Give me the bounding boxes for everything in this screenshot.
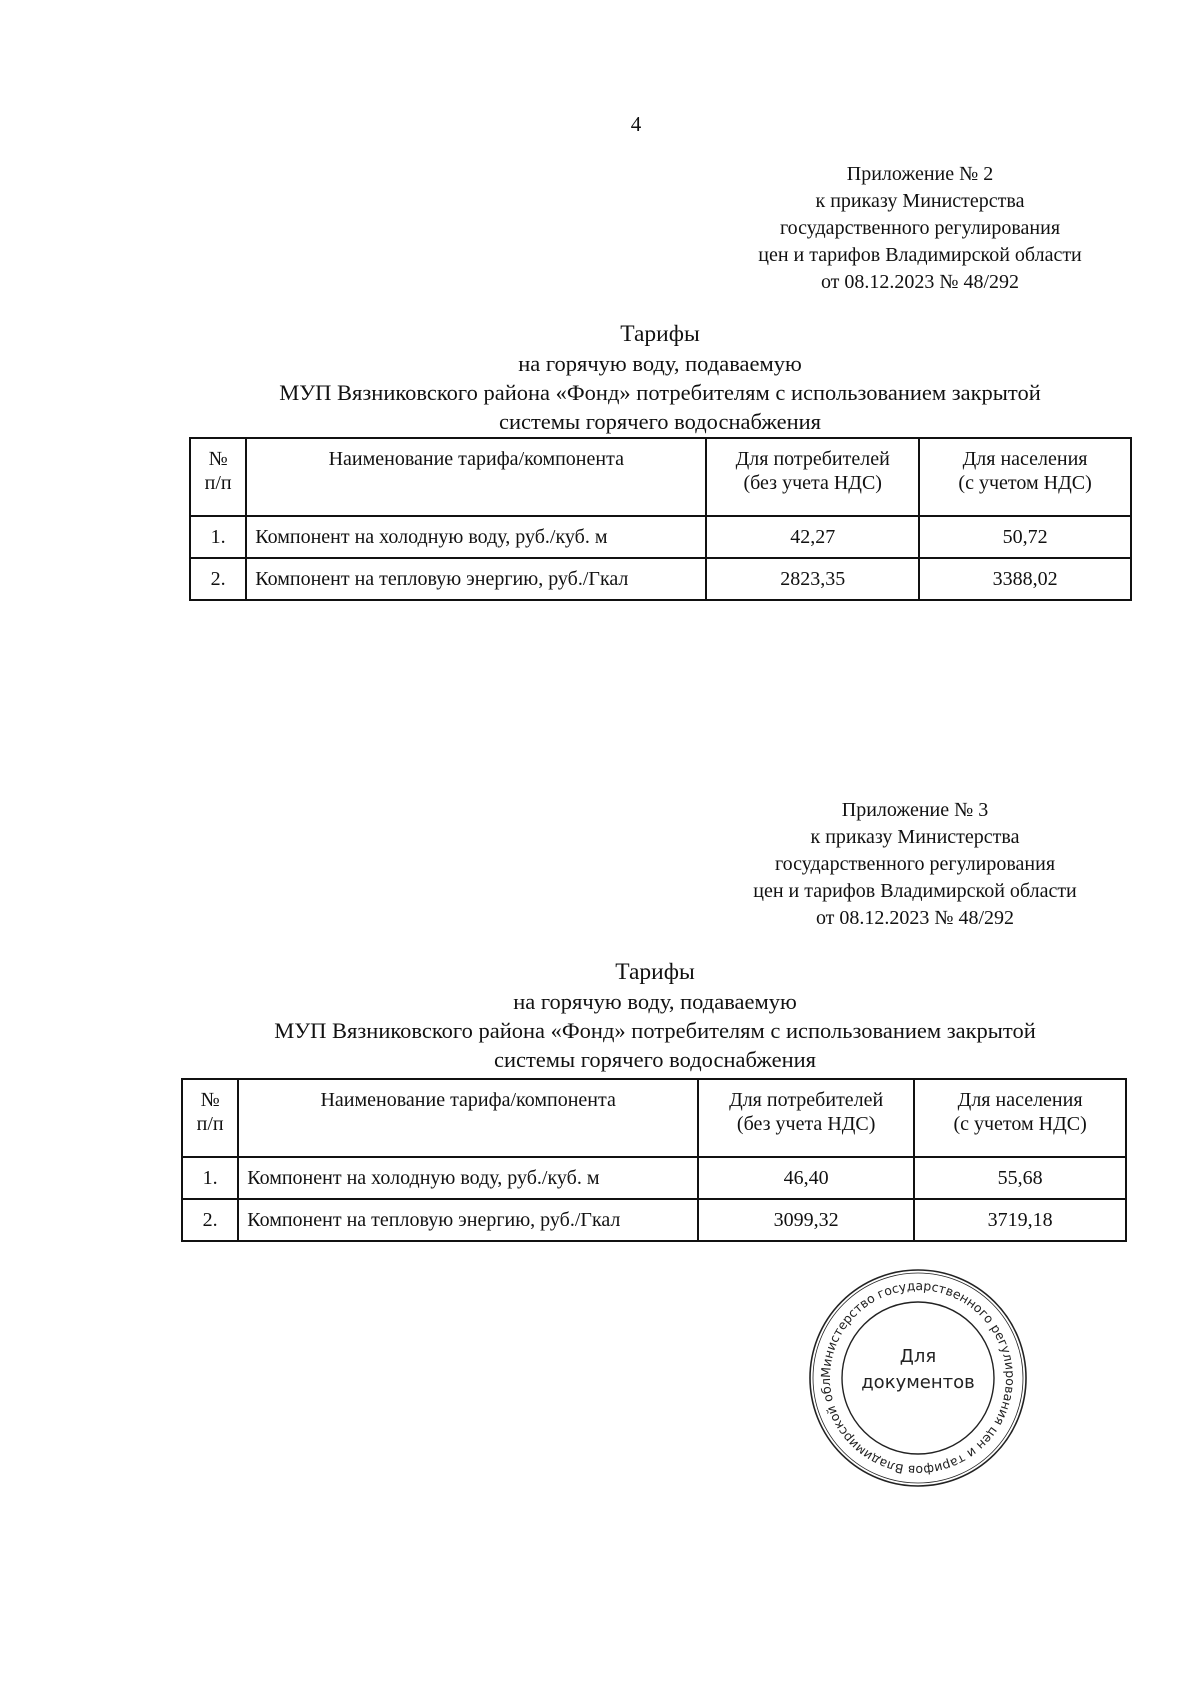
header-population: Для населения (с учетом НДС) bbox=[914, 1079, 1126, 1157]
header-name: Наименование тарифа/компонента bbox=[238, 1079, 698, 1157]
cell-consumers: 46,40 bbox=[698, 1157, 914, 1199]
title-line: МУП Вязниковского района «Фонд» потребителям с использованием закрытой bbox=[274, 1018, 1036, 1043]
stamp-center-text bbox=[806, 1344, 1030, 1396]
table-row bbox=[182, 1157, 1126, 1199]
header-number: № п/п bbox=[190, 438, 246, 516]
cell-number: 2. bbox=[182, 1199, 238, 1241]
official-stamp bbox=[806, 1266, 1030, 1490]
title-heading: Тарифы bbox=[620, 321, 700, 347]
table-header-row bbox=[182, 1079, 1126, 1157]
cell-number: 1. bbox=[182, 1157, 238, 1199]
appendix-line: Приложение № 3 bbox=[841, 799, 989, 821]
title-line: системы горячего водоснабжения bbox=[498, 409, 822, 434]
header-consumers: Для потребителей (без учета НДС) bbox=[698, 1079, 914, 1157]
table-header-row bbox=[190, 438, 1131, 516]
cell-name: Компонент на тепловую энергию, руб./Гкал bbox=[238, 1199, 698, 1241]
appendix-line: от 08.12.2023 № 48/292 bbox=[815, 907, 1015, 929]
cell-number: 1. bbox=[190, 516, 246, 558]
cell-consumers: 3099,32 bbox=[698, 1199, 914, 1241]
table-row bbox=[190, 558, 1131, 600]
cell-consumers: 42,27 bbox=[706, 516, 919, 558]
stamp-center-line: Для bbox=[899, 1346, 937, 1367]
title-heading: Тарифы bbox=[615, 959, 695, 985]
title-line: МУП Вязниковского района «Фонд» потребителям с использованием закрытой bbox=[279, 380, 1041, 405]
appendix-3-header bbox=[695, 797, 1135, 932]
title-line: на горячую воду, подаваемую bbox=[513, 989, 797, 1014]
appendix-line: к приказу Министерства bbox=[810, 826, 1020, 848]
appendix-line: государственного регулирования bbox=[779, 217, 1061, 239]
cell-population: 50,72 bbox=[919, 516, 1131, 558]
cell-population: 55,68 bbox=[914, 1157, 1126, 1199]
appendix-line: Приложение № 2 bbox=[846, 163, 994, 185]
appendix-line: цен и тарифов Владимирской области bbox=[753, 880, 1077, 902]
appendix-line: государственного регулирования bbox=[774, 853, 1056, 875]
appendix-line: к приказу Министерства bbox=[815, 190, 1025, 212]
header-consumers: Для потребителей (без учета НДС) bbox=[706, 438, 919, 516]
title-line: на горячую воду, подаваемую bbox=[518, 351, 802, 376]
table-row bbox=[182, 1199, 1126, 1241]
tariff-table-2 bbox=[189, 437, 1132, 601]
tariff-title-2 bbox=[185, 320, 1135, 436]
stamp-ring-text: Министерство государственного регулирования цен и тарифов Владимирской обл bbox=[817, 1277, 1019, 1479]
cell-name: Компонент на холодную воду, руб./куб. м bbox=[238, 1157, 698, 1199]
header-population: Для населения (с учетом НДС) bbox=[919, 438, 1131, 516]
appendix-line: от 08.12.2023 № 48/292 bbox=[820, 271, 1020, 293]
table-row bbox=[190, 516, 1131, 558]
cell-population: 3388,02 bbox=[919, 558, 1131, 600]
cell-number: 2. bbox=[190, 558, 246, 600]
cell-name: Компонент на холодную воду, руб./куб. м bbox=[246, 516, 706, 558]
page-number: 4 bbox=[630, 112, 642, 136]
header-name: Наименование тарифа/компонента bbox=[246, 438, 706, 516]
title-line: системы горячего водоснабжения bbox=[493, 1047, 817, 1072]
tariff-table-3 bbox=[181, 1078, 1127, 1242]
cell-consumers: 2823,35 bbox=[706, 558, 919, 600]
appendix-line: цен и тарифов Владимирской области bbox=[758, 244, 1082, 266]
stamp-center-line: документов bbox=[861, 1372, 975, 1393]
header-number: № п/п bbox=[182, 1079, 238, 1157]
appendix-2-header bbox=[700, 161, 1140, 296]
cell-population: 3719,18 bbox=[914, 1199, 1126, 1241]
tariff-title-3 bbox=[180, 958, 1130, 1074]
cell-name: Компонент на тепловую энергию, руб./Гкал bbox=[246, 558, 706, 600]
